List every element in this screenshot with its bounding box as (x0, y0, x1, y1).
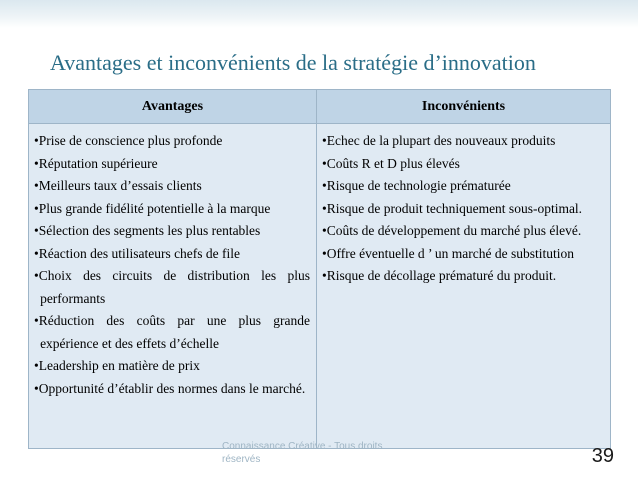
list-item: •Plus grande fidélité potentielle à la marque (34, 200, 271, 216)
table-header-row (29, 90, 611, 124)
page-number: 39 (591, 445, 614, 467)
list-item: •Coûts de développement du marché plus élevé. (322, 223, 582, 238)
list-item: •Risque de produit techniquement sous-optimal. (322, 200, 583, 216)
list-item: •Réduction des coûts par une plus grande expérience et des effets d’échelle (34, 313, 310, 351)
list-item: •Réaction des utilisateurs chefs de file (34, 245, 241, 261)
list-item: •Prise de conscience plus profonde (34, 133, 223, 148)
top-decor-band (0, 0, 638, 28)
disadvantages-cell (317, 124, 611, 449)
list-item: •Offre éventuelle d ’ un marché de substitution (322, 245, 575, 261)
footer-copyright: Connaissance Créative - Tous droits réservés (222, 441, 383, 465)
disadvantages-list (322, 130, 604, 288)
list-item: •Echec de la plupart des nouveaux produits (322, 133, 556, 148)
list-item: •Sélection des segments les plus rentables (34, 223, 261, 238)
advantages-cell (29, 124, 317, 449)
list-item: •Coûts R et D plus élevés (322, 155, 460, 171)
list-item: •Choix des circuits de distribution les plus performants (34, 268, 310, 306)
list-item: •Meilleurs taux d’essais clients (34, 178, 202, 193)
advantages-list (34, 130, 310, 400)
list-item: •Risque de décollage prématuré du produit. (322, 268, 557, 283)
table-row (29, 124, 611, 449)
header-advantages: Avantages (29, 90, 317, 124)
list-item: •Leadership en matière de prix (34, 358, 200, 373)
list-item: •Opportunité d’établir des normes dans le marché. (34, 380, 306, 396)
list-item: •Risque de technologie prématurée (322, 178, 511, 193)
slide-title: Avantages et inconvénients de la stratégie d’innovation (50, 50, 536, 75)
list-item: •Réputation supérieure (34, 155, 158, 171)
header-disadvantages: Inconvénients (317, 90, 611, 124)
comparison-table (28, 89, 611, 449)
